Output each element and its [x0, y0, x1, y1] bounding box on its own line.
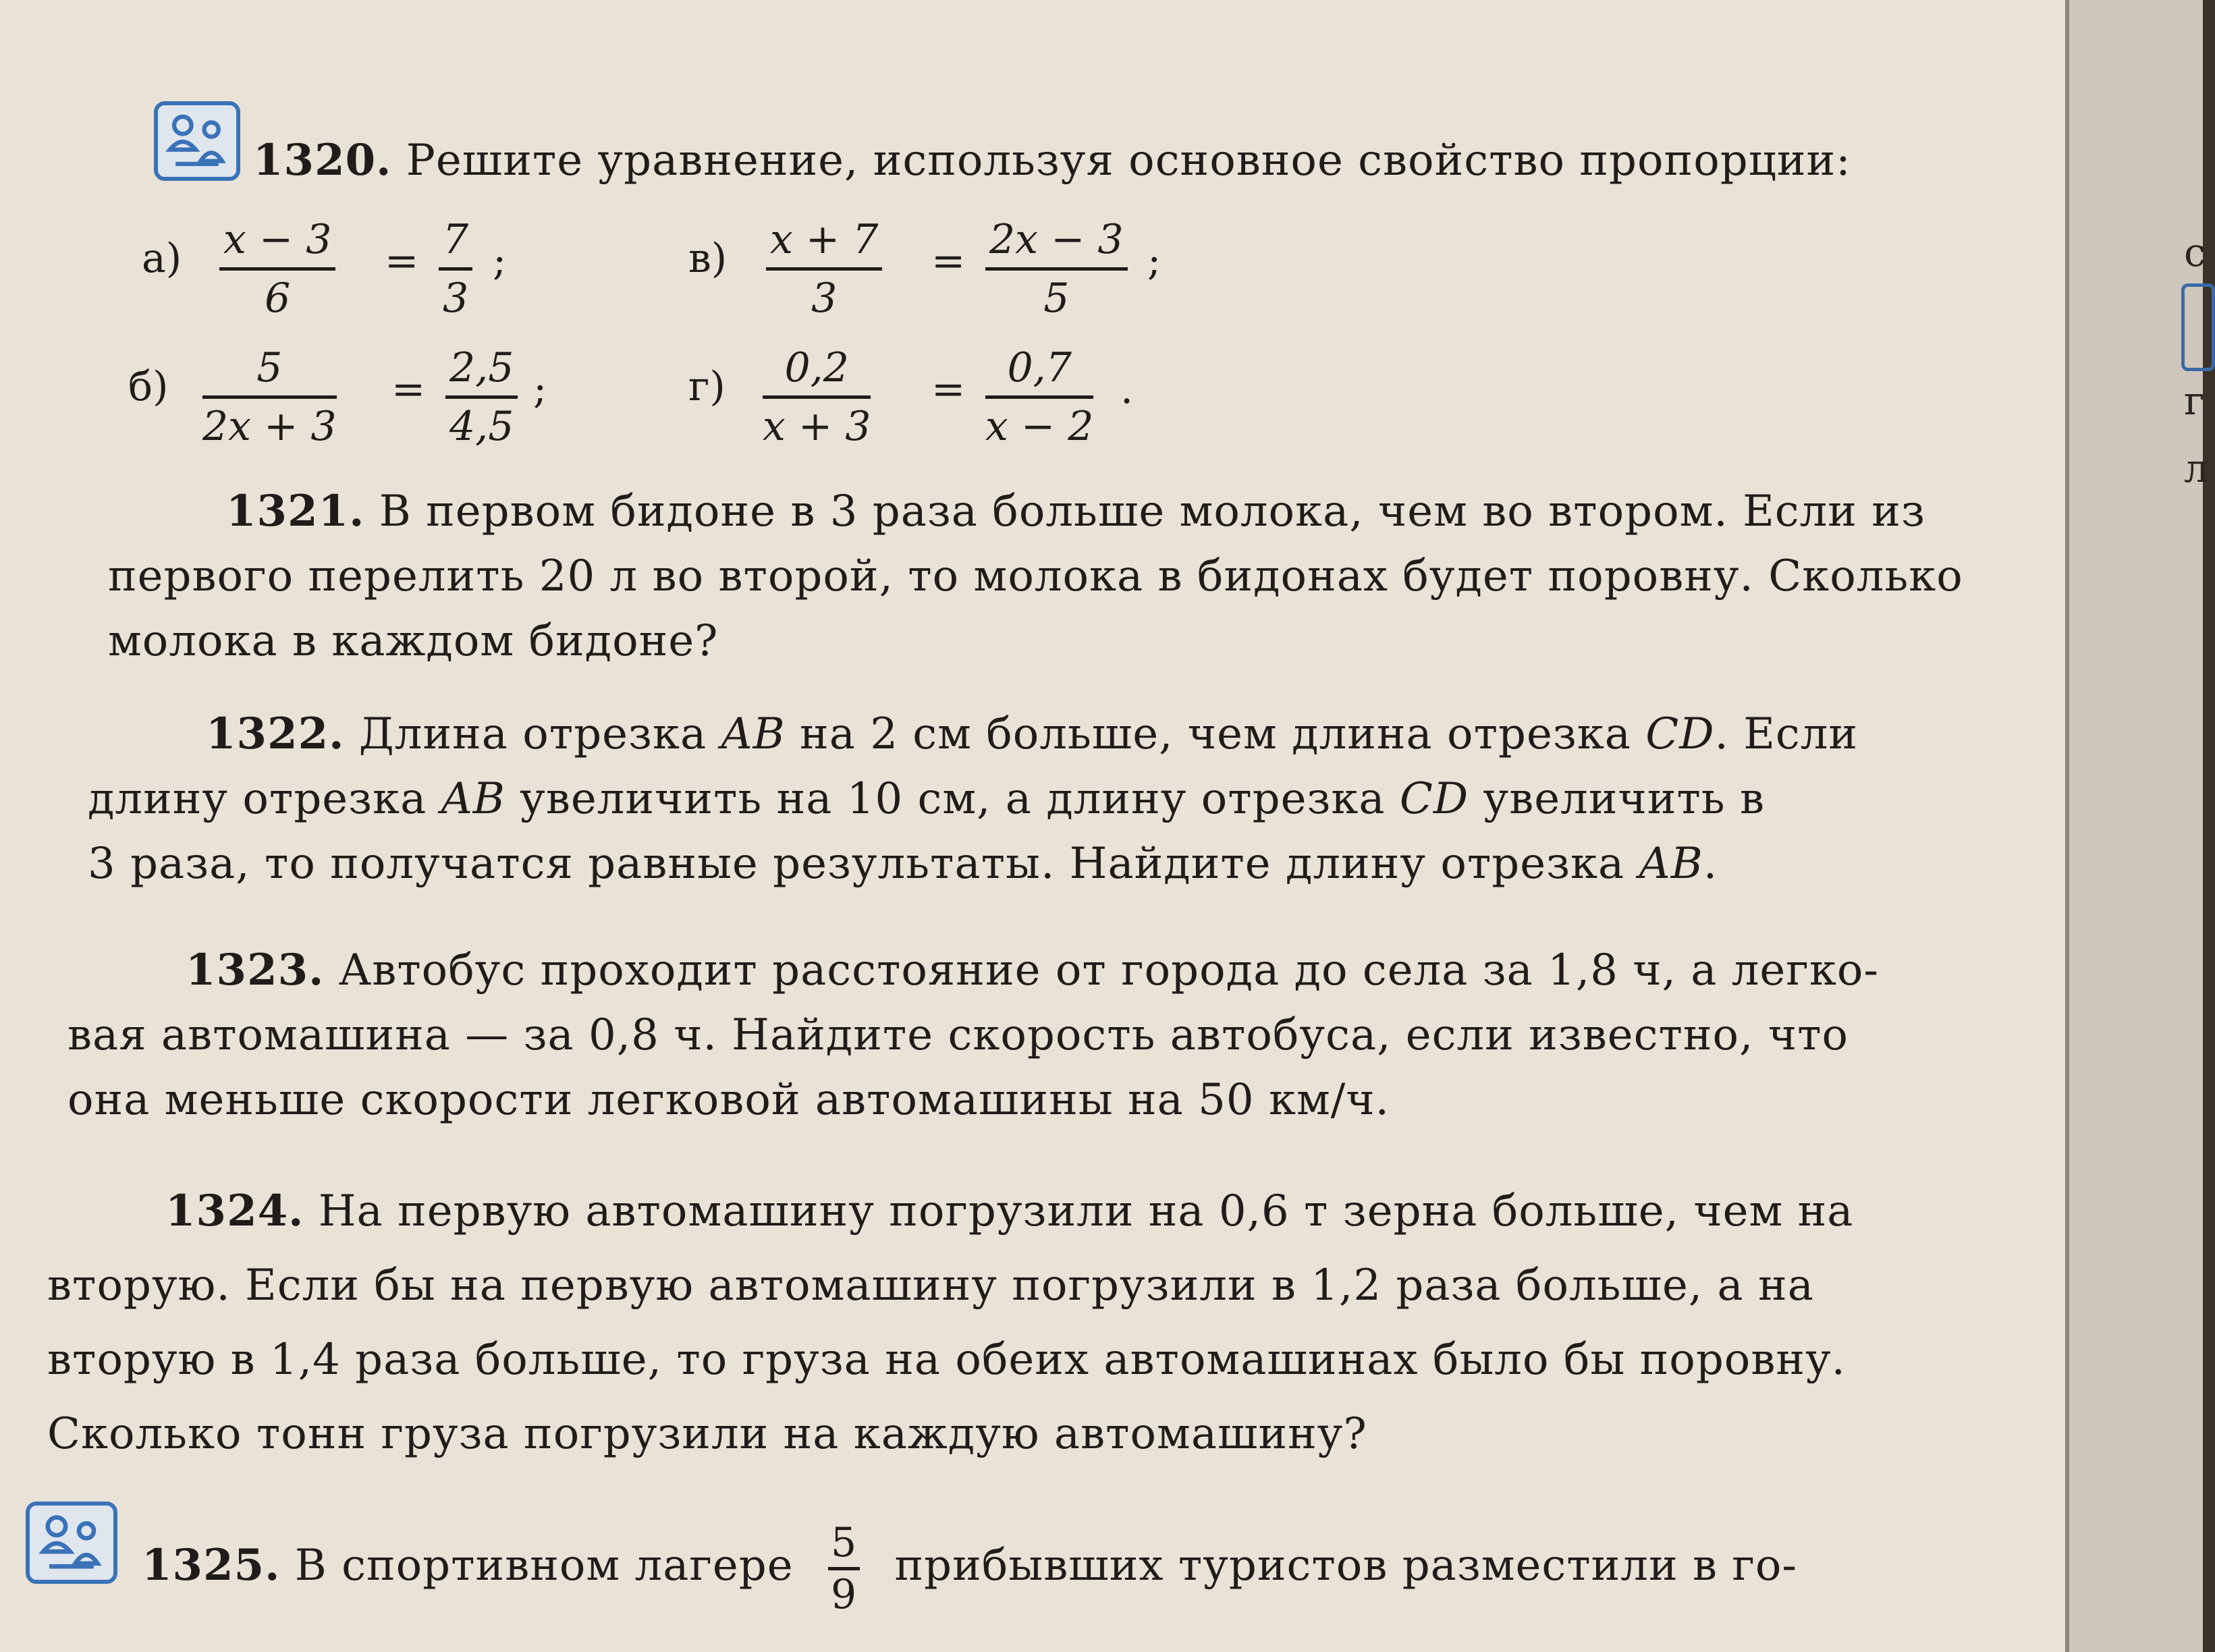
segment-name: CD [1645, 709, 1715, 759]
fraction-numerator: 7 [439, 216, 472, 271]
inline-fraction [828, 1518, 860, 1619]
problem-line: Автобус проходит расстояние от города до села за 1,8 ч, а легко- [338, 945, 1879, 995]
problem-number: 1324. [165, 1186, 304, 1236]
fraction-numerator: x + 7 [766, 216, 882, 271]
fraction-numerator: 5 [202, 344, 337, 399]
edge-text: с [2184, 229, 2206, 275]
adjacent-page-edge [2065, 0, 2209, 1652]
fraction-denominator: x − 2 [985, 403, 1094, 450]
fraction-denominator: 3 [443, 275, 469, 322]
text-fragment: 3 раза, то получатся равные результаты. Найдите длину отрезка [88, 839, 1639, 889]
problem-text: В спортивном лагере [294, 1541, 794, 1591]
problem-text: Решите уравнение, используя основное свойство пропорции: [406, 136, 1851, 186]
problem-number: 1321. [226, 486, 365, 536]
problem-1320 [253, 128, 1851, 193]
problem-1323 [67, 938, 1879, 1132]
segment-name: AB [721, 709, 786, 759]
problem-line: вторую в 1,4 раза больше, то груза на обеих автомашинах было бы поровну. [47, 1335, 1846, 1385]
pair-work-icon [26, 1502, 117, 1584]
pair-work-icon [154, 101, 240, 181]
fraction-numerator: 2,5 [445, 344, 518, 399]
fraction-denominator: 6 [265, 275, 291, 322]
text-fragment: . [1703, 839, 1718, 889]
equals-sign: = [391, 366, 426, 413]
equation-label: г) [688, 363, 726, 410]
fraction-denominator: 4,5 [449, 403, 514, 450]
text-fragment: Длина отрезка [344, 709, 721, 759]
fraction-numerator: 5 [828, 1518, 860, 1570]
equals-sign: = [385, 238, 419, 285]
fraction-numerator: 0,2 [763, 344, 871, 399]
edge-text: г [2184, 378, 2205, 424]
equation-label: а) [142, 235, 182, 282]
fraction-numerator: 0,7 [985, 344, 1093, 399]
segment-name: CD [1399, 774, 1469, 824]
problem-line: она меньше скорости легковой автомашины на 50 км/ч. [67, 1075, 1390, 1125]
problem-line: Сколько тонн груза погрузили на каждую автомашину? [47, 1409, 1367, 1459]
fraction-denominator: x + 3 [763, 403, 871, 450]
pair-work-icon [2181, 283, 2215, 371]
problem-1321 [108, 479, 1963, 673]
equation-tail: . [1120, 366, 1134, 413]
text-fragment: . Если [1714, 709, 1859, 759]
problem-number: 1320. [253, 135, 392, 186]
fraction-denominator: 3 [811, 275, 838, 322]
segment-name: AB [1639, 839, 1703, 889]
problem-text: прибывших туристов разместили в го- [894, 1541, 1797, 1591]
problem-number: 1325. [142, 1540, 281, 1591]
fraction-numerator: x − 3 [219, 216, 335, 271]
fraction-denominator: 9 [830, 1571, 858, 1618]
fraction-denominator: 5 [1043, 275, 1070, 322]
equation-label: б) [128, 363, 169, 410]
segment-name: AB [441, 774, 505, 824]
edge-text: л [2184, 445, 2209, 491]
problem-line: В первом бидоне в 3 раза больше молока, чем во втором. Если из [379, 487, 1925, 536]
problem-1322 [88, 702, 1858, 896]
problem-line: вторую. Если бы на первую автомашину погрузили в 1,2 раза больше, а на [47, 1261, 1814, 1311]
problem-line: вая автомашина — за 0,8 ч. Найдите скорость автобуса, если известно, что [67, 1010, 1849, 1060]
text-fragment: увеличить на 10 см, а длину отрезка [505, 774, 1400, 824]
problem-line: молока в каждом бидоне? [108, 616, 719, 666]
equals-sign: = [931, 366, 966, 413]
problem-line: первого перелить 20 л во второй, то молока в бидонах будет поровну. Сколько [108, 551, 1963, 601]
text-fragment: на 2 см больше, чем длина отрезка [785, 709, 1646, 759]
equals-sign: = [931, 238, 966, 285]
text-fragment: длину отрезка [88, 774, 441, 824]
equation-tail: ; [533, 366, 547, 413]
equation-tail: ; [1147, 238, 1161, 285]
fraction-numerator: 2x − 3 [985, 216, 1128, 271]
text-fragment: увеличить в [1469, 774, 1765, 824]
fraction-denominator: 2x + 3 [202, 403, 337, 450]
problem-1325 [142, 1518, 1797, 1619]
problem-1324 [47, 1174, 1853, 1471]
problem-number: 1322. [206, 709, 345, 759]
problem-line: На первую автомашину погрузили на 0,6 т зерна больше, чем на [318, 1186, 1854, 1236]
equation-label: в) [688, 235, 728, 282]
equation-tail: ; [493, 238, 507, 285]
problem-number: 1323. [186, 945, 325, 995]
